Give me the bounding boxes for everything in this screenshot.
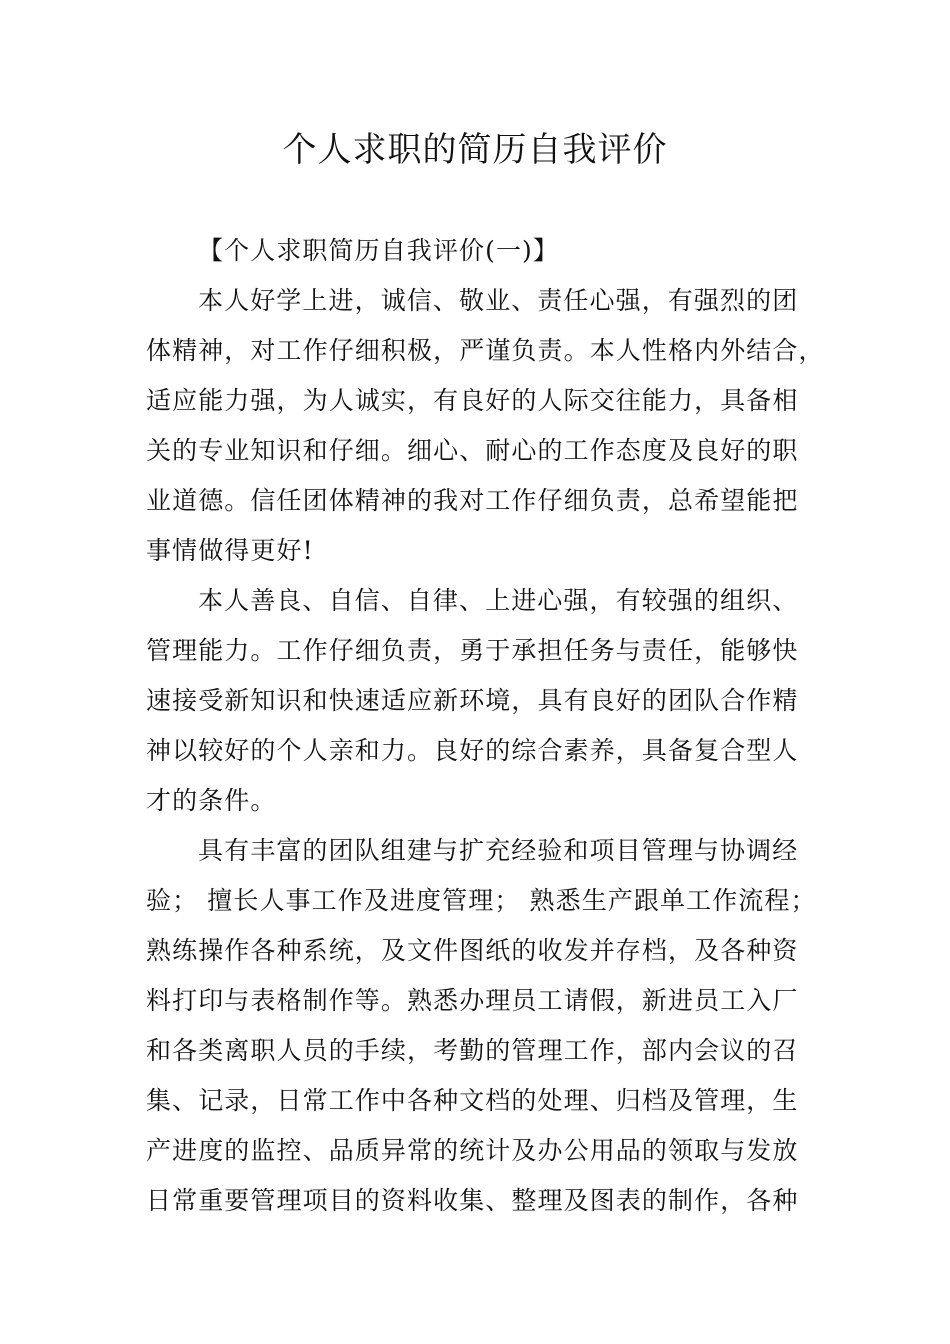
document-body bbox=[146, 226, 825, 1226]
paragraph-line: 本人善良、自信、自律、上进心强，有较强的组织、 bbox=[198, 586, 799, 615]
paragraph-line: 产进度的监控、品质异常的统计及办公用品的领取与发放 bbox=[146, 1136, 799, 1165]
paragraph-line: 管理能力。工作仔细负责，勇于承担任务与责任，能够快 bbox=[146, 636, 799, 665]
paragraph-line: 适应能力强，为人诚实，有良好的人际交往能力，具备相 bbox=[146, 386, 799, 415]
paragraph-line: 料打印与表格制作等。熟悉办理员工请假，新进员工入厂 bbox=[146, 986, 799, 1015]
document-title: 个人求职的简历自我评价 bbox=[282, 130, 668, 170]
paragraph-line: 日常重要管理项目的资料收集、整理及图表的制作，各种 bbox=[146, 1186, 799, 1215]
paragraph-line: 关的专业知识和仔细。细心、耐心的工作态度及良好的职 bbox=[146, 436, 799, 465]
paragraph-line: 事情做得更好! bbox=[146, 536, 314, 565]
paragraph-line: 神以较好的个人亲和力。良好的综合素养，具备复合型人 bbox=[146, 736, 799, 765]
paragraph-line: 速接受新知识和快速适应新环境，具有良好的团队合作精 bbox=[146, 686, 799, 715]
paragraph-line: 才的条件。 bbox=[146, 786, 277, 815]
paragraph-line: 本人好学上进，诚信、敬业、责任心强，有强烈的团 bbox=[198, 286, 799, 315]
paragraph-line: 体精神，对工作仔细积极，严谨负责。本人性格内外结合， bbox=[146, 336, 825, 365]
paragraph-line: 和各类离职人员的手续，考勤的管理工作，部内会议的召 bbox=[146, 1036, 799, 1065]
paragraph-line: 集、记录，日常工作中各种文档的处理、归档及管理，生 bbox=[146, 1086, 799, 1115]
paragraph-line: 验； 擅长人事工作及进度管理； 熟悉生产跟单工作流程； bbox=[146, 886, 817, 915]
section-heading: 【个人求职简历自我评价(一)】 bbox=[198, 236, 560, 265]
paragraph-line: 熟练操作各种系统，及文件图纸的收发并存档，及各种资 bbox=[146, 936, 799, 965]
paragraph-line: 具有丰富的团队组建与扩充经验和项目管理与协调经 bbox=[198, 836, 799, 865]
paragraph-line: 业道德。信任团体精神的我对工作仔细负责，总希望能把 bbox=[146, 486, 799, 515]
